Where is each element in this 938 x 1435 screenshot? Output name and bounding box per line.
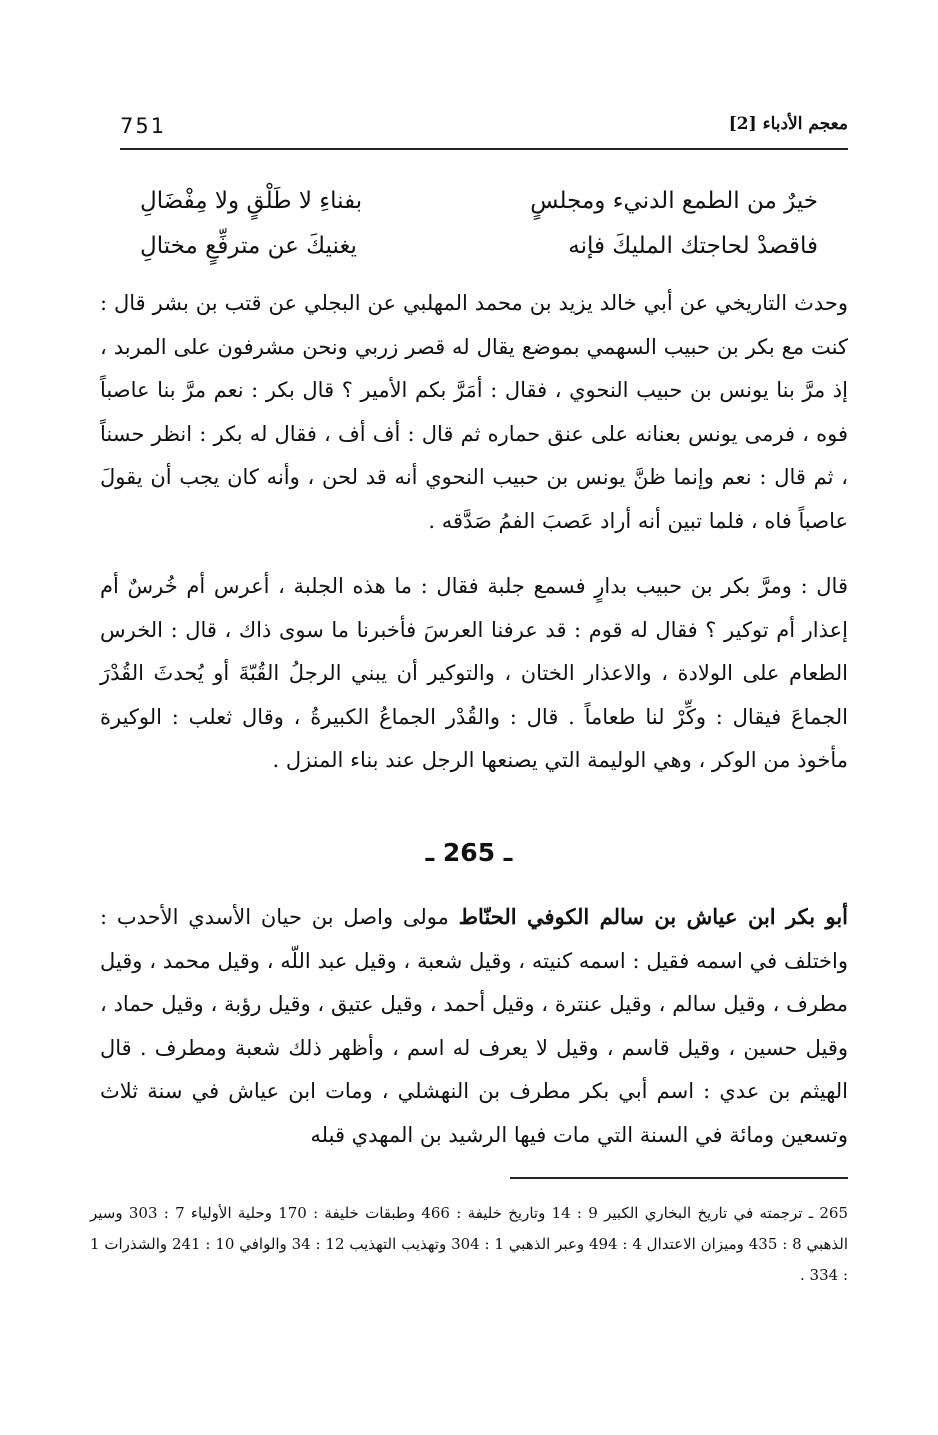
verse-second-hemistich: يغنيكَ عن مترفِّعٍ مختالِ bbox=[140, 233, 357, 259]
verse-first-hemistich: خيرٌ من الطمع الدنيء ومجلسٍ bbox=[530, 188, 818, 214]
page-header bbox=[120, 100, 848, 150]
verse-first-hemistich: فاقصدْ لحاجتك المليكَ فإنه bbox=[568, 233, 818, 259]
entry-text: مولى واصل بن حيان الأسدي الأحدب : واختلف في اسمه فقيل : اسمه كنيته ، وقيل شعبة ، وقيل عبد اللّه ، وقيل محمد ، وقيل مطرف ، وقيل سالم ، وقيل عنترة ، وقيل أحمد ، وقيل عتيق ، وقيل رؤبة ، وقيل حماد ، وقيل حسين ، وقيل قاسم ، وقيل لا يعرف له اسم ، وأظهر ذلك شعبة ومطرف . قال الهيثم بن عدي : اسم أبي بكر مطرف بن النهشلي ، ومات ابن عياش في سنة ثلاث وتسعين ومائة في السنة التي مات فيها الرشيد بن المهدي قبله bbox=[100, 905, 848, 1147]
entry-name: أبو بكر ابن عياش بن سالم الكوفي الحنّاط bbox=[458, 904, 848, 929]
paragraph-anecdote: وحدث التاريخي عن أبي خالد يزيد بن محمد المهلبي عن البجلي عن قتب بن بشر قال : كنت مع بكر بن حبيب السهمي بموضع يقال له قصر زربي ونحن مشرفون على المربد ، إذ مرَّ بنا يونس بن حبيب النحوي ، فقال : أمَرَّ بكم الأمير ؟ قال بكر : نعم مرَّ بنا عاصباً فوه ، فرمى يونس بعنانه على عنق حماره ثم قال : أف أف ، فقال له بكر : انظر حسناً ، ثم قال : نعم وإنما ظنَّ يونس بن حبيب النحوي أنه قد لحن ، وأنه كان يجب أن يقولَ عاصباً فاه ، فلما تبين أنه أراد عَصبَ الفمُ صَدَّقه . bbox=[100, 291, 848, 533]
verse-second-hemistich: بفناءِ لا طَلْقٍ ولا مِفْضَالِ bbox=[140, 188, 363, 214]
paragraph-anecdote-continued: قال : ومرَّ بكر بن حبيب بدارٍ فسمع جلبة فقال : ما هذه الجلبة ، أعرس أم خُرسٌ أم إعذار أم توكير ؟ فقال له قوم : قد عرفنا العرسَ فأخبرنا ما سوى ذاك ، قال : الخرس الطعام على الولادة ، والاعذار الختان ، والتوكير أن يبني الرجلُ القُبّةَ أو يُحدثَ القُدْرَ الجماعَ فيقال : وكِّرْ لنا طعاماً . قال : والقُدْر الجماعُ الكبيرةُ ، وقال ثعلب : الوكيرة مأخوذ من الوكر ، وهي الوليمة التي يصنعها الرجل عند بناء المنزل . bbox=[100, 574, 848, 772]
entry-biography bbox=[100, 895, 848, 1157]
page-number: 751 bbox=[120, 114, 167, 138]
footnote-rule bbox=[510, 1177, 848, 1179]
header-rule bbox=[120, 148, 848, 150]
running-title: معجم الأدباء [2] bbox=[728, 114, 848, 134]
poem-verse bbox=[140, 188, 818, 228]
footnote: 265 ـ ترجمته في تاريخ البخاري الكبير 9 : 14 وتاريخ خليفة : 466 وطبقات خليفة : 170 وحلية الأولياء 7 : 303 وسير الذهبي 8 : 435 وميزان الاعتدال 4 : 494 وعبر الذهبي 1 : 304 وتهذيب التهذيب 12 : 34 والوافي 10 : 241 والشذرات 1 : 334 . bbox=[90, 1204, 849, 1284]
poem-verse bbox=[140, 233, 818, 273]
entry-number: ـ 265 ـ bbox=[425, 838, 513, 867]
